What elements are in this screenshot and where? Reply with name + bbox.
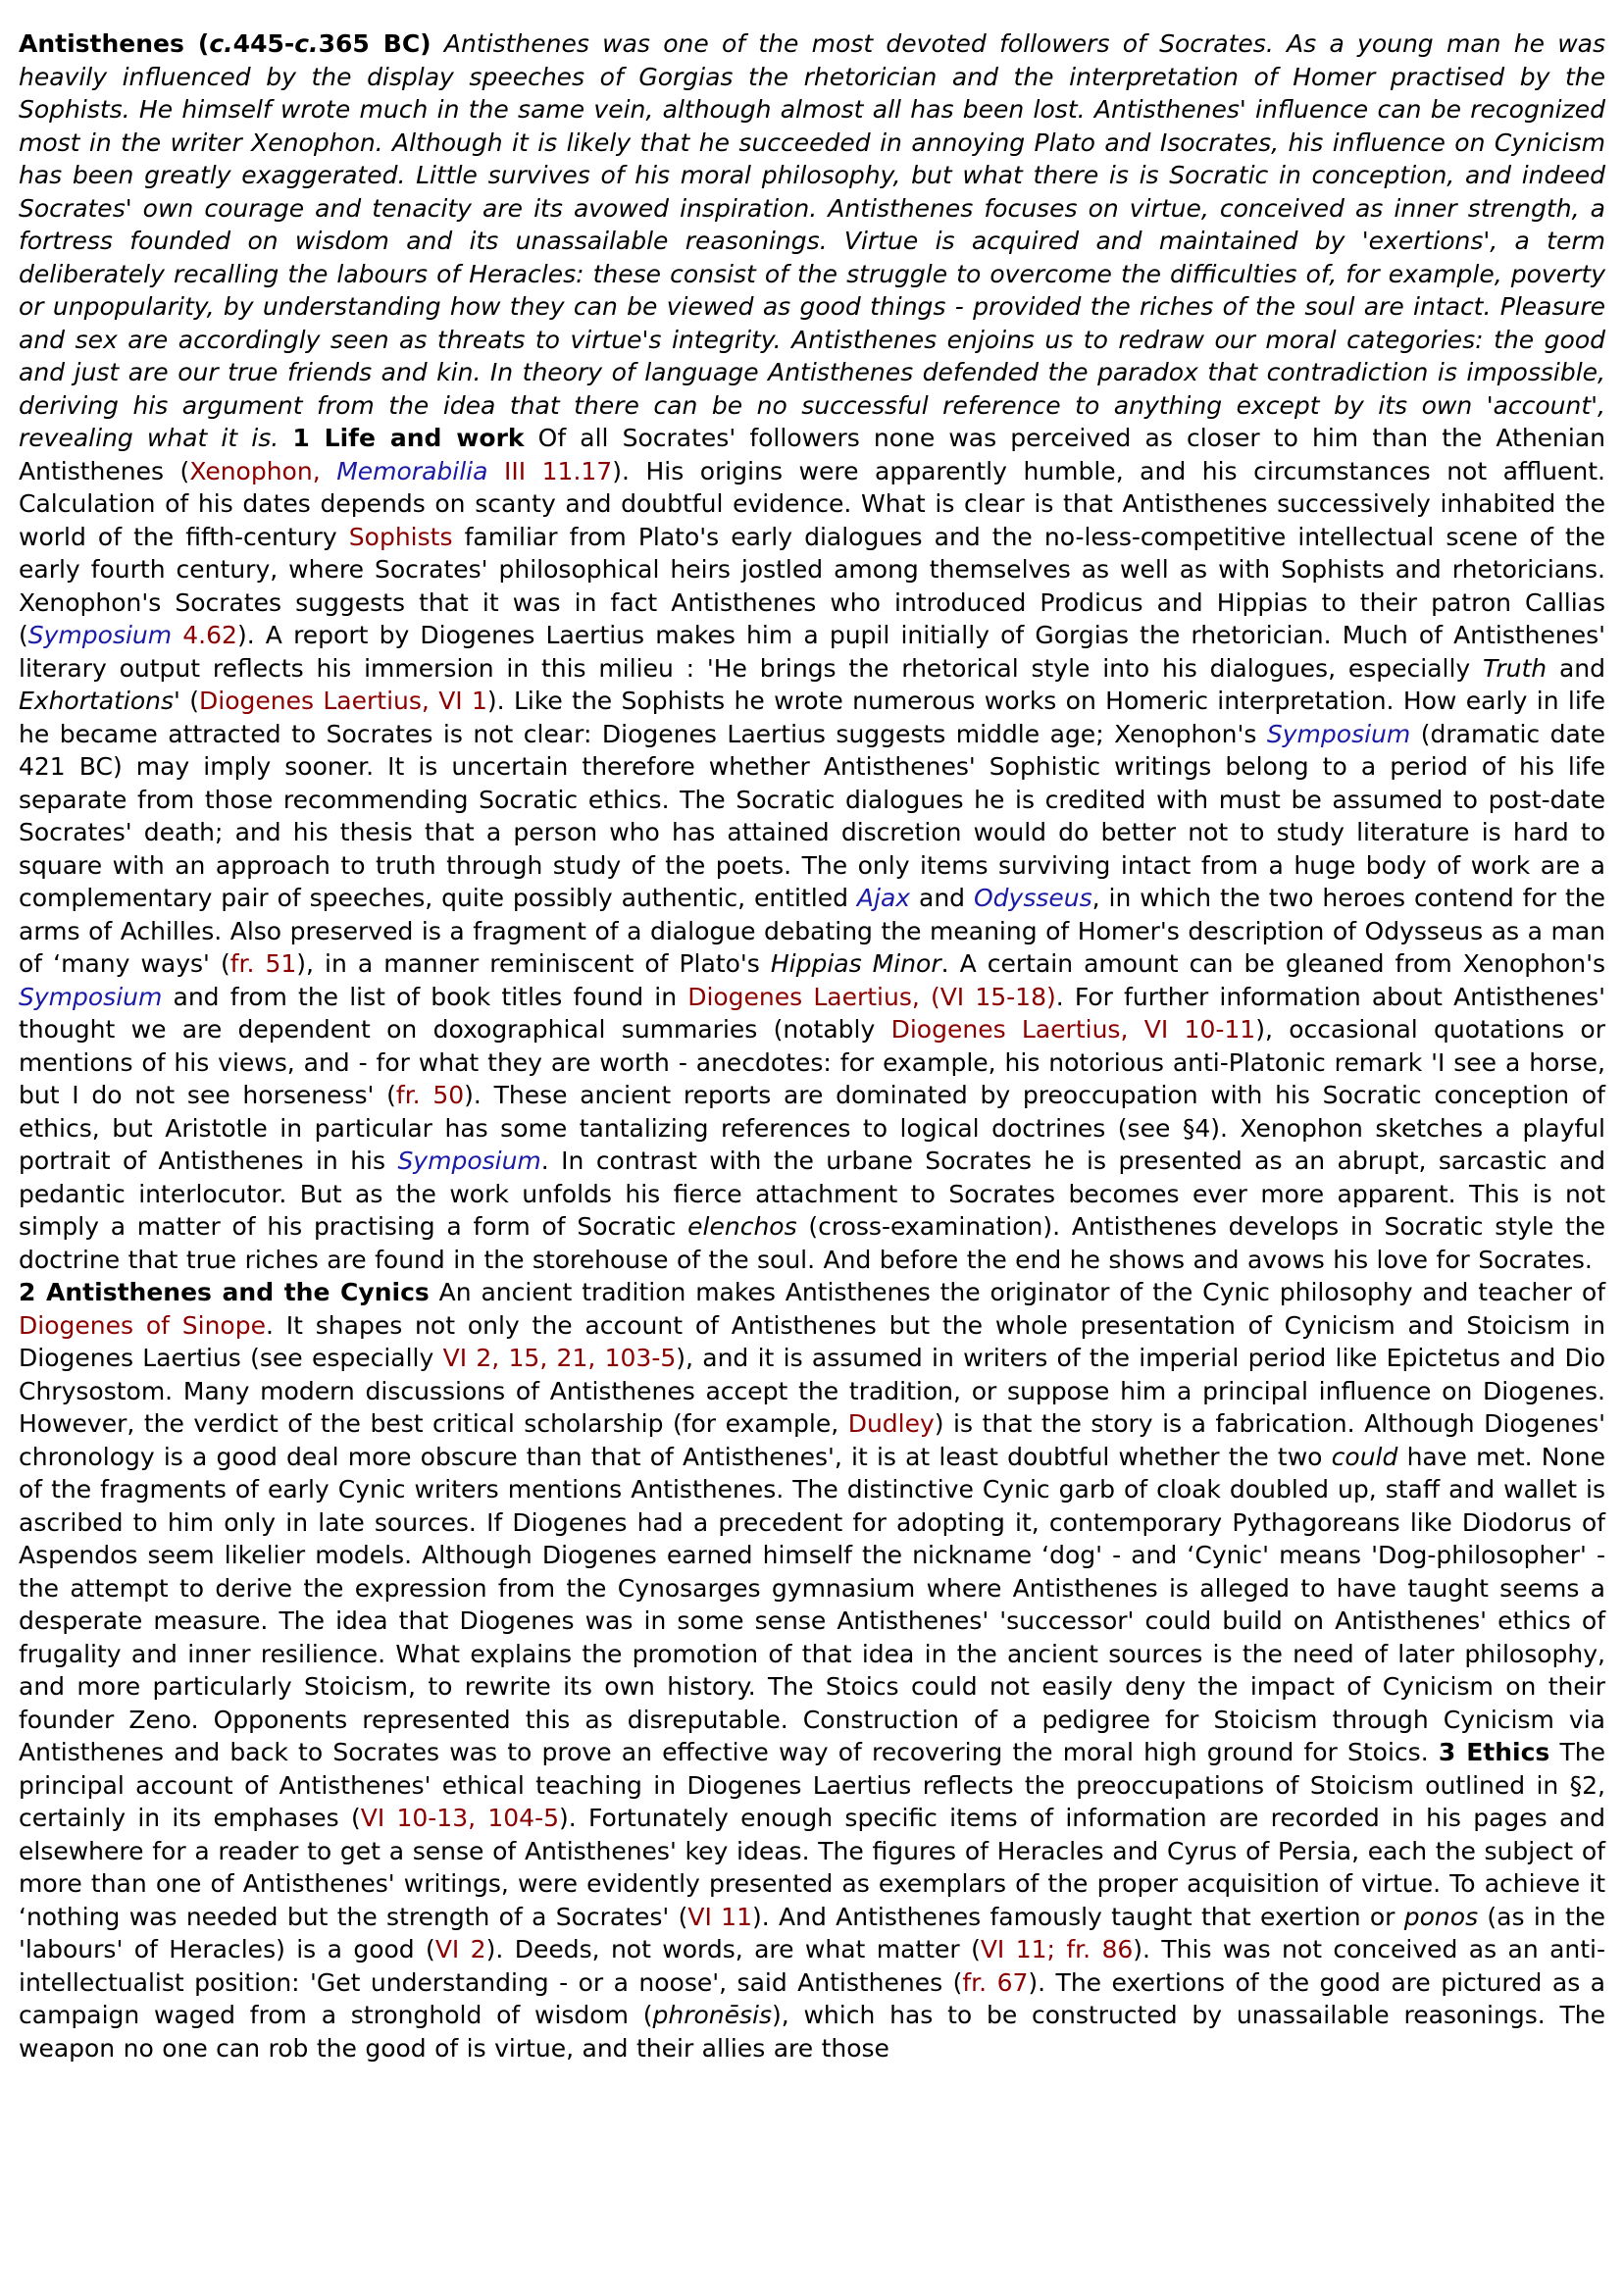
link-symposium-4-62[interactable]: Symposium 4.62 <box>27 621 237 649</box>
link-vi-2[interactable]: VI 2 <box>434 1935 486 1963</box>
section-heading-cynics: 2 Antisthenes and the Cynics <box>19 1278 430 1306</box>
link-symposium[interactable]: Symposium <box>1266 719 1411 748</box>
article-heading: Antisthenes (c.445-c.365 BC) <box>19 29 431 58</box>
section-heading-life-and-work: 1 Life and work <box>292 424 525 452</box>
link-diogenes-laertius-vi-1[interactable]: Diogenes Laertius, VI 1 <box>199 687 487 715</box>
abstract: Antisthenes was one of the most devoted followers of Socrates. As a young man he was heavily influenced by the display speeches of Gorgias the rhetorician and the interpretation of Homer practised by the Sophists. He himself wrote much in the same vein, although almost all has been lost. Antisthenes' influence can be recognized most in the writer Xenophon. Although it is likely that he succeeded in annoying Plato and Isocrates, his influence on Cynicism has been greatly exaggerated. Little survives of his moral philosophy, but what there is is Socratic in conception, and indeed Socrates' own courage and tenacity are its avowed inspiration. Antisthenes focuses on virtue, conceived as inner strength, a fortress founded on wisdom and its unassailable reasonings. Virtue is acquired and maintained by 'exertions', a term deliberately recalling the labours of Heracles: these consist of the struggle to overcome the difficulties of, for example, poverty or unpopularity, by understanding how they can be viewed as good things - provided the riches of the soul are intact. Pleasure and sex are accordingly seen as threats to virtue's integrity. Antisthenes enjoins us to redraw our moral categories: the good and just are our true friends and kin. In theory of language Antisthenes defended the paradox that contradiction is impossible, deriving his argument from the idea that there can be no successful reference to anything except by its own 'account', revealing what it is. <box>19 29 1606 452</box>
link-diogenes-laertius-vi-15-18[interactable]: Diogenes Laertius, (VI 15-18) <box>687 982 1056 1011</box>
link-dudley[interactable]: Dudley <box>847 1409 935 1438</box>
article-body: Antisthenes (c.445-c.365 BC) Antisthenes was one of the most devoted followers of Socrates. As a young man he was heavily influenced by the display speeches of Gorgias the rhetorician and the interpretation of Homer practised by the Sophists. He himself wrote much in the same vein, although almost all has been lost. Antisthenes' influence can be recognized most in the writer Xenophon. Although it is likely that he succeeded in annoying Plato and Isocrates, his influence on Cynicism has been greatly exaggerated. Little survives of his moral philosophy, but what there is is Socratic in conception, and indeed Socrates' own courage and tenacity are its avowed inspiration. Antisthenes focuses on virtue, conceived as inner strength, a fortress founded on wisdom and its unassailable reasonings. Virtue is acquired and maintained by 'exertions', a term deliberately recalling the labours of Heracles: these consist of the struggle to overcome the difficulties of, for example, poverty or unpopularity, by understanding how they can be viewed as good things - provided the riches of the soul are intact. Pleasure and sex are accordingly seen as threats to virtue's integrity. Antisthenes enjoins us to redraw our moral categories: the good and just are our true friends and kin. In theory of language Antisthenes defended the paradox that contradiction is impossible, deriving his argument from the idea that there can be no successful reference to anything except by its own 'account', revealing what it is. 1 Life and work Of all Socrates' followers none was perceived as closer to him than the Athenian Antisthenes (Xenophon, Memorabilia III 11.17). His origins were apparently humble, and his circumstances not affluent. Calculation of his dates depends on scanty and doubtful evidence. What is clear is that Antisthenes successively inhabited the world of the fifth-century Sophists familiar from Plato's early dialogues and the no-less-competitive intellectual scene of the early fourth century, where Socrates' philosophical heirs jostled among themselves as well as with Sophists and rhetoricians. Xenophon's Socrates suggests that it was in fact Antisthenes who introduced Prodicus and Hippias to their patron Callias (Symposium 4.62). A report by Diogenes Laertius makes him a pupil initially of Gorgias the rhetorician. Much of Antisthenes' literary output reflects his immersion in this milieu : 'He brings the rhetorical style into his dialogues, especially Truth and Exhortations' (Diogenes Laertius, VI 1). Like the Sophists he wrote numerous works on Homeric interpretation. How early in life he became attracted to Socrates is not clear: Diogenes Laertius suggests middle age; Xenophon's Symposium (dramatic date 421 BC) may imply sooner. It is uncertain therefore whether Antisthenes' Sophistic writings belong to a period of his life separate from those recommending Socratic ethics. The Socratic dialogues he is credited with must be assumed to post-date Socrates' death; and his thesis that a person who has attained discretion would do better not to study literature is hard to square with an approach to truth through study of the poets. The only items surviving intact from a huge body of work are a complementary pair of speeches, quite possibly authentic, entitled Ajax and Odysseus, in which the two heroes contend for the arms of Achilles. Also preserved is a fragment of a dialogue debating the meaning of Homer's description of Odysseus as a man of ‘many ways' (fr. 51), in a manner reminiscent of Plato's Hippias Minor. A certain amount can be gleaned from Xenophon's Symposium and from the list of book titles found in Diogenes Laertius, (VI 15-18). For further information about Antisthenes' thought we are dependent on doxographical summaries (notably Diogenes Laertius, VI 10-11), occasional quotations or mentions of his views, and - for what they are worth - anecdotes: for example, his notorious anti-Platonic remark 'I see a horse, but I do not see horseness' (fr. 50). These ancient reports are dominated by preoccupation with his Socratic conception of ethics, but Aristotle in particular has some tantalizing references to logical doctrines (see §4). Xenophon sketches a playful portrait of Antisthenes in his Symposium. In contrast with the urbane Socrates he is presented as an abrupt, sarcastic and pedantic interlocutor. But as the work unfolds his fierce attachment to Socrates becomes ever more apparent. This is not simply a matter of his practising a form of Socratic elenchos (cross-examination). Antisthenes develops in Socratic style the doctrine that true riches are found in the storehouse of the soul. And before the end he shows and avows his love for Socrates. 2 Antisthenes and the Cynics An ancient tradition makes Antisthenes the originator of the Cynic philosophy and teacher of Diogenes of Sinope. It shapes not only the account of Antisthenes but the whole presentation of Cynicism and Stoicism in Diogenes Laertius (see especially VI 2, 15, 21, 103-5), and it is assumed in writers of the imperial period like Epictetus and Dio Chrysostom. Many modern discussions of Antisthenes accept the tradition, or suppose him a principal influence on Diogenes. However, the verdict of the best critical scholarship (for example, Dudley) is that the story is a fabrication. Although Diogenes' chronology is a good deal more obscure than that of Antisthenes', it is at least doubtful whether the two could have met. None of the fragments of early Cynic writers mentions Antisthenes. The distinctive Cynic garb of cloak doubled up, staff and wallet is ascribed to him only in late sources. If Diogenes had a precedent for adopting it, contemporary Pythagoreans like Diodorus of Aspendos seem likelier models. Although Diogenes earned himself the nickname ‘dog' - and ‘Cynic' means 'Dog-philosopher' - the attempt to derive the expression from the Cynosarges gymnasium where Antisthenes is alleged to have taught seems a desperate measure. The idea that Diogenes was in some sense Antisthenes' 'successor' could build on Antisthenes' ethics of frugality and inner resilience. What explains the promotion of that idea in the ancient sources is the need of later philosophy, and more particularly Stoicism, to rewrite its own history. The Stoics could not easily deny the impact of Cynicism on their founder Zeno. Opponents represented this as disreputable. Construction of a pedigree for Stoicism through Cynicism via Antisthenes and back to Socrates was to prove an effective way of recovering the moral high ground for Stoics. 3 Ethics The principal account of Antisthenes' ethical teaching in Diogenes Laertius reflects the preoccupations of Stoicism outlined in §2, certainly in its emphases (VI 10-13, 104-5). Fortunately enough specific items of information are recorded in his pages and elsewhere for a reader to get a sense of Antisthenes' key ideas. The figures of Heracles and Cyrus of Persia, each the subject of more than one of Antisthenes' writings, were evidently presented as exemplars of the proper acquisition of virtue. To achieve it ‘nothing was needed but the strength of a Socrates' (VI 11). And Antisthenes famously taught that exertion or ponos (as in the 'labours' of Heracles) is a good (VI 2). Deeds, not words, are what matter (VI 11; fr. 86). This was not conceived as an anti-intellectualist position: 'Get understanding - or a noose', said Antisthenes (fr. 67). The exertions of the good are pictured as a campaign waged from a stronghold of wisdom (phronēsis), which has to be constructed by unassailable reasonings. The weapon no one can rob the good of is virtue, and their allies are those <box>19 29 1606 2063</box>
section-heading-ethics: 3 Ethics <box>1438 1738 1550 1766</box>
link-ajax[interactable]: Ajax <box>856 884 911 912</box>
link-vi-2-15-21-103-5[interactable]: VI 2, 15, 21, 103-5 <box>442 1344 677 1372</box>
link-vi-11[interactable]: VI 11 <box>687 1902 752 1931</box>
link-xenophon-memorabilia[interactable]: Xenophon, Memorabilia III 11.17 <box>189 456 613 485</box>
article-page <box>19 27 1605 2065</box>
link-vi-11-fr-86[interactable]: VI 11; fr. 86 <box>980 1935 1134 1963</box>
link-sophists[interactable]: Sophists <box>348 522 453 551</box>
link-diogenes-of-sinope[interactable]: Diogenes of Sinope <box>19 1310 266 1340</box>
link-fr-51[interactable]: fr. 51 <box>229 949 297 978</box>
link-vi-10-13-104-5[interactable]: VI 10-13, 104-5 <box>360 1804 559 1832</box>
link-symposium-2[interactable]: Symposium <box>19 982 163 1011</box>
link-fr-67[interactable]: fr. 67 <box>962 1967 1029 1997</box>
link-symposium-3[interactable]: Symposium <box>397 1147 541 1175</box>
link-fr-50[interactable]: fr. 50 <box>395 1081 465 1109</box>
link-odysseus[interactable]: Odysseus <box>973 884 1092 912</box>
link-diogenes-laertius-vi-10-11[interactable]: Diogenes Laertius, VI 10-11 <box>890 1015 1256 1044</box>
